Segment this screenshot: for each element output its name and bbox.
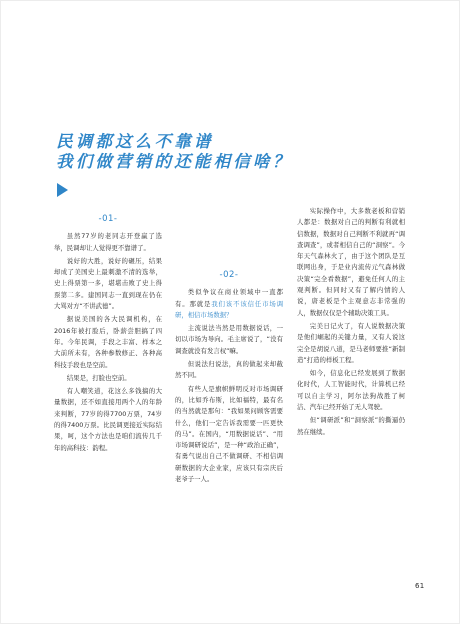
paragraph: 据说美国的各大民调机构，在2016年被打脸后，卧薪尝胆搞了四年。今年民调，手段之丰富、样本之大前所未有，各种参数修正、各种高科技手段也是空前。 — [54, 315, 162, 369]
paragraph: 如今，信息化已经发展到了数据化时代，人工智能时代，计算机已经可以自主学习，阿尔法狗战胜了柯洁、汽车已经开始了无人驾驶。 — [297, 369, 405, 412]
paragraph: 结果是，打脸也空前。 — [66, 373, 131, 382]
paragraph: 实际操作中，大多数老板和营销人都是：数据对自己的判断有利就相信数据，数据对自己判断不利就再“调查调查”，或者相信自己的“洞察”。今年天气森林火了，由于这个团队是互联网出身，于是业内流传元气森林做决策“完全看数据”，避免任何人的主观判断。但同时又有了解内情的人说，唐老板是个主观意志非常强的人，数据仅仅是个辅助决策工具。 — [297, 207, 405, 317]
triangle-right-icon — [57, 183, 68, 197]
column-left — [54, 214, 162, 456]
section-label-02: -02- — [219, 270, 239, 280]
paragraph: 有些人是旗帜鲜明反对市场调研的，比如乔布斯，比如福特，最有名的当然就是那句：“我如果问顾客需要什么，他们一定告诉我需要一匹更快的马”。在国内，“用数据说话”、“用市场调研说话”，是一种“政治正确”，有勇气说出自己不做调研、不相信调研数据的大企业家，应该只有宗庆后老爷子一人。 — [175, 384, 283, 484]
intro-paragraph — [175, 287, 283, 321]
column-middle — [175, 270, 283, 487]
section-label-01: -01- — [98, 214, 118, 224]
paragraph: 虽然77岁的老同志开登赢了选举，民调却让人觉得更不靠谱了。 — [54, 232, 162, 252]
paragraph: 说好的大胜，说好的碾压，结果却成了美国史上最刺激不清的选举，史上得票第一多，堪堪击败了史上得票第二多。建国同志一直到现在仍在大骂对方“不讲武德”。 — [54, 256, 162, 311]
heading-line-2: 我们做营销的还能相信啥？ — [56, 152, 293, 171]
paragraph: 完美日记火了，有人说数据决策是他们崛起的关键力量，又有人说这完全是胡说八道，是马老师要推“新制造”打造的样板工程。 — [297, 321, 405, 364]
paragraph: 但说法归说法，真的做起来却截然不同。 — [175, 360, 283, 380]
paragraph: 但“调研派”和“洞察派”的撕逼仍然在继续。 — [297, 416, 405, 436]
highlighted-question: 我们该不该信任市场调研，相信市场数据？ — [175, 299, 284, 319]
article-heading — [56, 132, 292, 172]
paragraph: 主流说法当然是用数据说话，一切以市场为导向。毛主席说了，“没有调查就没有发言权”嘛。 — [175, 324, 283, 355]
column-right — [297, 206, 405, 440]
page-number: 61 — [415, 582, 425, 590]
heading-line-1: 民调都这么不靠谱 — [56, 132, 214, 151]
paragraph: 有人嘲笑道，花这么多钱搞的大量数据，还不如直接用两个人的年龄来判断，77岁的得7700万票，74岁的得7400万票。比民调更接近实际结果，呵，这个方法也是咱们流传几千年的高科技：韵程。 — [54, 387, 162, 452]
intro-text: 类似争议在商业领域中一直都有。那就是 — [175, 288, 283, 308]
